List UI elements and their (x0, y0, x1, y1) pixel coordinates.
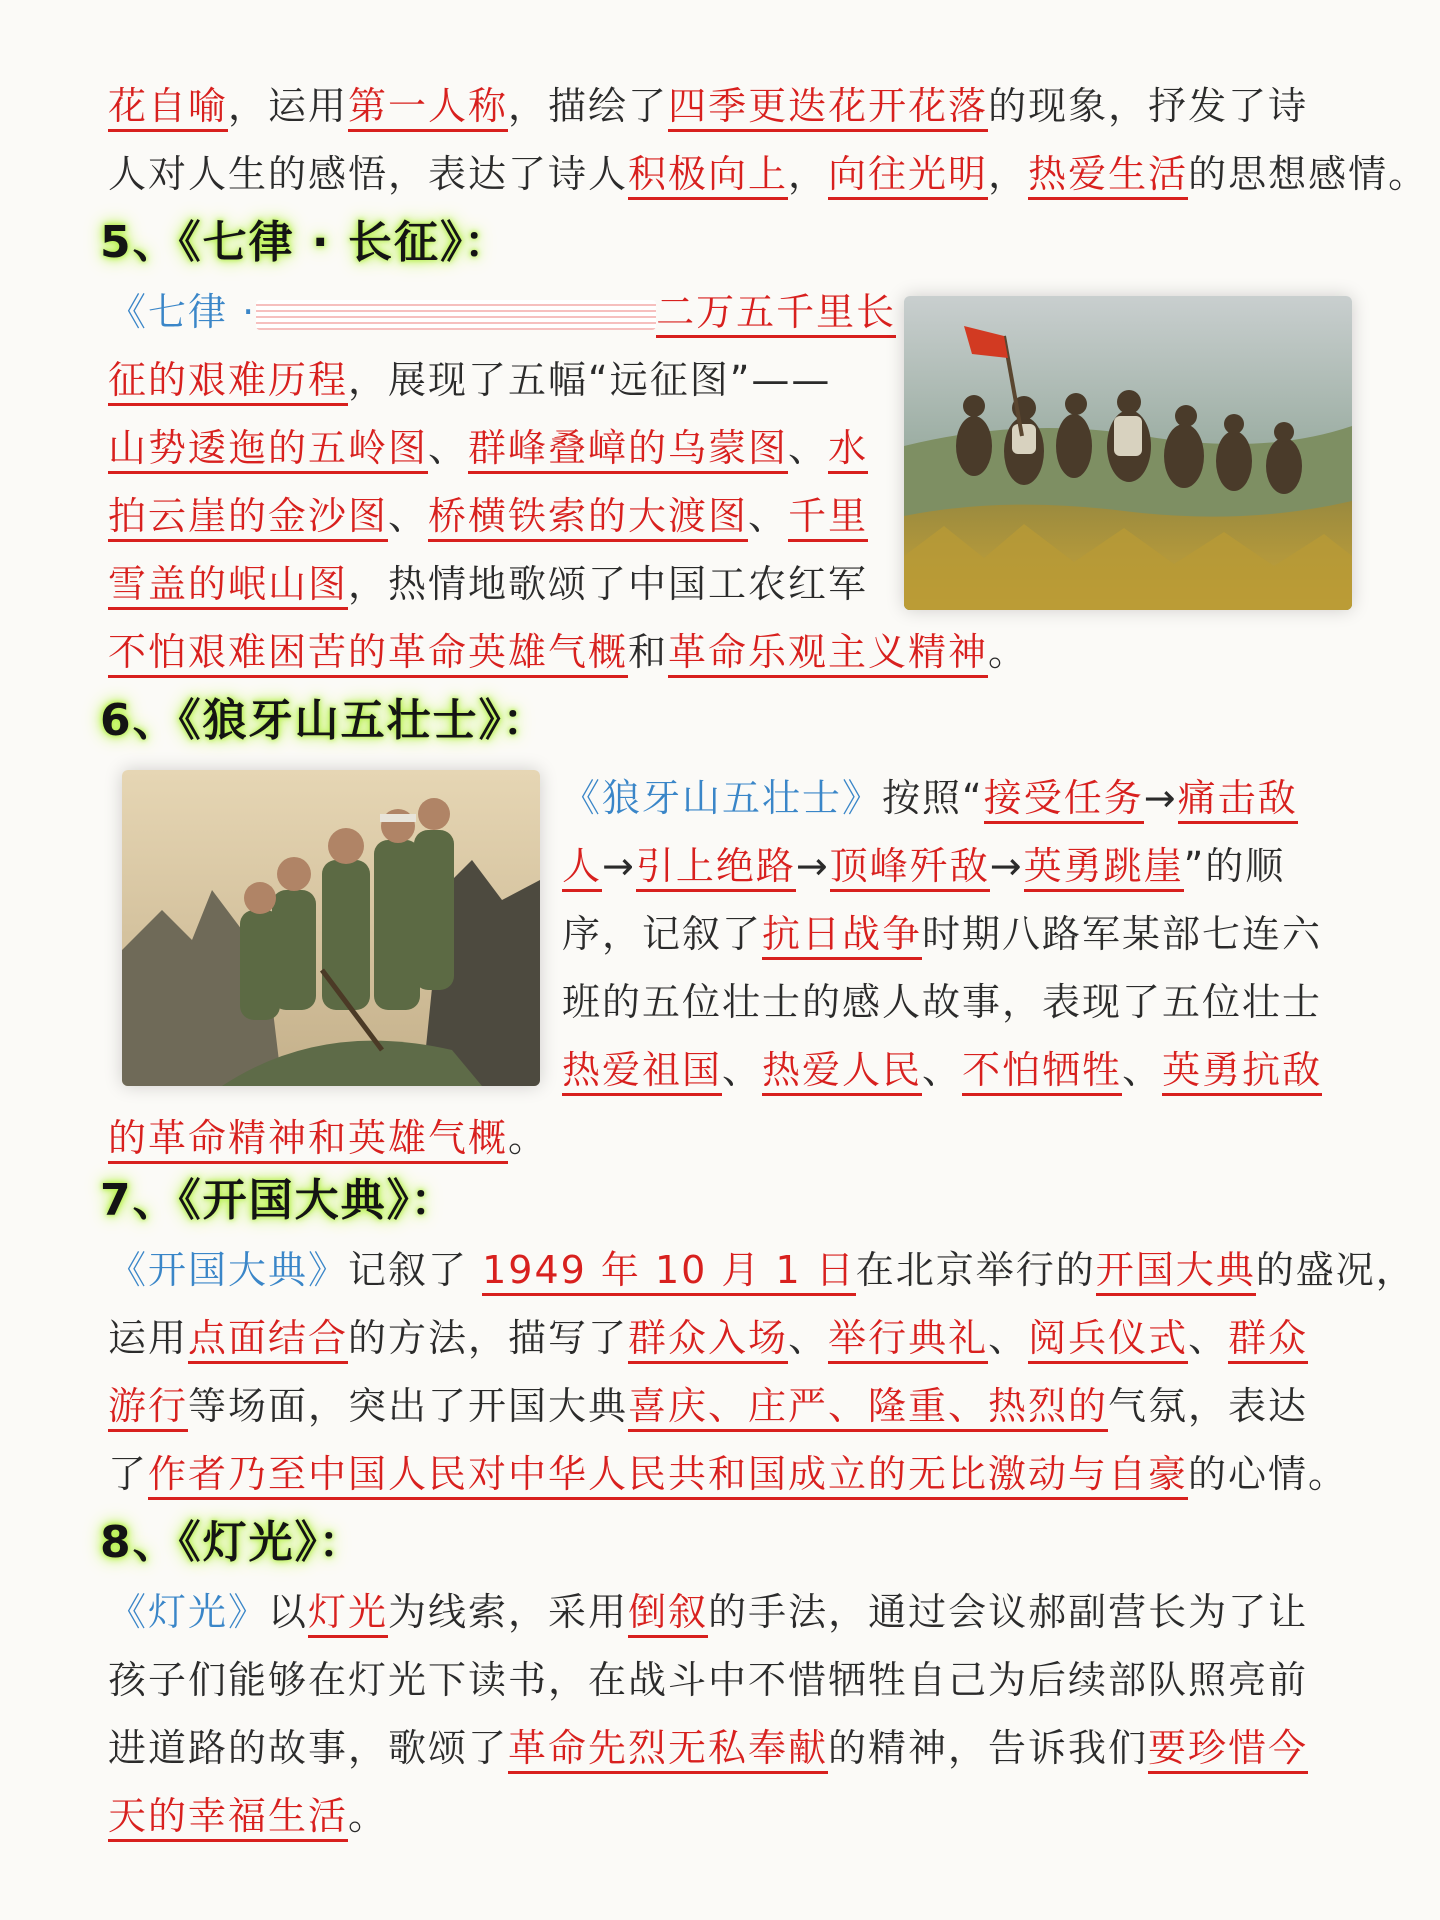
body-text: 、 (988, 1316, 1029, 1360)
highlighted-key-phrase: 向往光明 (828, 152, 988, 200)
body-text: 的方法，描写了 (348, 1316, 629, 1360)
highlighted-key-phrase: 征的艰难历程 (108, 358, 348, 406)
intro-line-1 (108, 72, 1336, 140)
section-8-heading: 8、《灯光》： (100, 1517, 365, 1568)
section-8-line-2 (108, 1646, 1336, 1714)
highlighted-key-phrase: 拍云崖的金沙图 (108, 494, 388, 542)
section-5-heading: 5、《七律 · 长征》： (100, 217, 510, 268)
body-text: 班的五位壮士的感人故事，表现了五位壮士 (562, 980, 1323, 1024)
body-text: 记叙了 (348, 1248, 483, 1292)
highlighted-key-phrase: 1949 年 10 月 1 日 (482, 1248, 856, 1296)
body-text: 为线索，采用 (388, 1590, 629, 1634)
body-text: 气氛，表达 (1108, 1384, 1309, 1428)
body-text: 。 (988, 630, 1029, 674)
body-text: 等场面，突出了开国大典 (188, 1384, 629, 1428)
section-6-line-2 (562, 832, 1342, 900)
highlighted-key-phrase: 游行 (108, 1384, 188, 1432)
body-text: ，热情地歌颂了中国工农红军 (348, 562, 869, 606)
body-text: 、 (428, 426, 469, 470)
highlighted-key-phrase: 群峰叠嶂的乌蒙图 (468, 426, 788, 474)
highlighted-key-phrase: 群众 (1228, 1316, 1308, 1364)
highlighted-key-phrase: 的革命精神和英雄气概 (108, 1116, 508, 1164)
section-5-line-2 (108, 346, 898, 414)
section-7-heading: 7、《开国大典》： (100, 1175, 457, 1226)
body-text: → (989, 844, 1024, 888)
highlighted-key-phrase: 花自喻 (108, 84, 228, 132)
section-5-line-4 (108, 482, 898, 550)
lesson-title-reference: 《开国大典》 (108, 1248, 349, 1292)
highlighted-key-phrase: 不怕艰难困苦的革命英雄气概 (108, 630, 628, 678)
section-6-heading: 6、《狼牙山五壮士》： (100, 695, 549, 746)
highlighted-key-phrase: 热爱人民 (762, 1048, 922, 1096)
body-text: 孩子们能够在灯光下读书，在战斗中不惜牺牲自己为后续部队照亮前 (108, 1658, 1309, 1702)
intro-line-2 (108, 140, 1429, 208)
section-5-line-6 (108, 618, 1336, 686)
body-text: 人对人生的感悟，表达了诗人 (108, 152, 629, 196)
highlighted-key-phrase: 山势逶迤的五岭图 (108, 426, 428, 474)
highlighted-key-phrase: 千里 (788, 494, 868, 542)
highlighted-key-phrase: 群众入场 (628, 1316, 788, 1364)
section-8-line-3 (108, 1714, 1336, 1782)
highlighted-key-phrase: 倒叙 (628, 1590, 708, 1638)
highlighted-key-phrase: 革命先烈无私奉献 (508, 1726, 828, 1774)
section-7-line-2 (108, 1304, 1336, 1372)
highlighted-key-phrase: 顶峰歼敌 (830, 844, 990, 892)
highlighted-key-phrase: 开国大典 (1096, 1248, 1256, 1296)
highlighted-key-phrase: 积极向上 (628, 152, 788, 200)
highlighted-key-phrase: 举行典礼 (828, 1316, 988, 1364)
body-text: 在北京举行的 (855, 1248, 1096, 1292)
highlighted-key-phrase: 引上绝路 (636, 844, 796, 892)
lesson-title-reference: 《狼牙山五壮士》 (562, 776, 883, 820)
highlighted-key-phrase: 英勇跳崖 (1024, 844, 1184, 892)
highlighted-key-phrase: 抗日战争 (762, 912, 922, 960)
body-text: 的思想感情。 (1188, 152, 1429, 196)
highlighted-key-phrase: 雪盖的岷山图 (108, 562, 348, 610)
section-8-line-1 (108, 1578, 1336, 1646)
body-text: 、 (722, 1048, 763, 1092)
section-5-line-1 (108, 278, 898, 346)
section-5-line-5 (108, 550, 898, 618)
highlighted-key-phrase: 英勇抗敌 (1162, 1048, 1322, 1096)
body-text: ，运用 (228, 84, 349, 128)
highlighted-key-phrase: 桥横铁索的大渡图 (428, 494, 748, 542)
body-text: ， (988, 152, 1029, 196)
highlighted-key-phrase: 热爱生活 (1028, 152, 1188, 200)
section-5-line-3 (108, 414, 898, 482)
section-6-line-1 (562, 764, 1342, 832)
section-7-line-1 (108, 1236, 1416, 1304)
section-6-line-6 (108, 1104, 1336, 1172)
section-5-highlight: 二万五千里长 (656, 290, 896, 338)
highlighted-key-phrase: 不怕牺牲 (962, 1048, 1122, 1096)
body-text: 的盛况， (1255, 1248, 1416, 1292)
body-text: ，描绘了 (508, 84, 669, 128)
body-text: 以 (268, 1590, 309, 1634)
highlighted-key-phrase: 革命乐观主义精神 (668, 630, 988, 678)
section-7-line-3 (108, 1372, 1336, 1440)
long-march-painting (904, 296, 1352, 610)
body-text: 运用 (108, 1316, 189, 1360)
body-text: 、 (788, 426, 829, 470)
body-text: 按照“ (882, 776, 984, 820)
obscured-text-strip (256, 300, 656, 330)
body-text: 、 (1122, 1048, 1163, 1092)
highlighted-key-phrase: 四季更迭花开花落 (668, 84, 988, 132)
highlighted-key-phrase: 水 (828, 426, 868, 474)
highlighted-key-phrase: 痛击敌 (1178, 776, 1298, 824)
body-text: → (602, 844, 636, 888)
highlighted-key-phrase: 要珍惜今 (1148, 1726, 1308, 1774)
five-heroes-painting (122, 770, 540, 1086)
body-text: 了 (108, 1452, 149, 1496)
body-text: 。 (508, 1116, 549, 1160)
body-text: 的心情。 (1188, 1452, 1349, 1496)
section-7-line-4 (108, 1440, 1349, 1508)
body-text: 、 (922, 1048, 963, 1092)
highlighted-key-phrase: 人 (562, 844, 602, 892)
body-text: → (1143, 776, 1178, 820)
section-6-line-4 (562, 968, 1342, 1036)
body-text: 。 (348, 1794, 389, 1838)
highlighted-key-phrase: 灯光 (308, 1590, 388, 1638)
highlighted-key-phrase: 热爱祖国 (562, 1048, 722, 1096)
highlighted-key-phrase: 天的幸福生活 (108, 1794, 348, 1842)
body-text: 的现象，抒发了诗 (988, 84, 1309, 128)
body-text: ， (788, 152, 829, 196)
body-text: 的手法，通过会议郝副营长为了让 (708, 1590, 1309, 1634)
body-text: 、 (748, 494, 789, 538)
body-text: 时期八路军某部七连六 (922, 912, 1323, 956)
section-8-line-4 (108, 1782, 1336, 1850)
body-text: 、 (788, 1316, 829, 1360)
body-text: 进道路的故事，歌颂了 (108, 1726, 509, 1770)
body-text: → (795, 844, 830, 888)
body-text: ”的顺 (1183, 844, 1286, 888)
section-6-line-3 (562, 900, 1342, 968)
section-6-line-5 (562, 1036, 1342, 1104)
highlighted-key-phrase: 第一人称 (348, 84, 508, 132)
highlighted-key-phrase: 阅兵仪式 (1028, 1316, 1188, 1364)
body-text: ，展现了五幅“远征图”—— (348, 358, 832, 402)
body-text: 、 (388, 494, 429, 538)
highlighted-key-phrase: 接受任务 (984, 776, 1144, 824)
body-text: 和 (628, 630, 669, 674)
lesson-title-reference: 《灯光》 (108, 1590, 269, 1634)
highlighted-key-phrase: 喜庆、庄严、隆重、热烈的 (628, 1384, 1108, 1432)
body-text: 、 (1188, 1316, 1229, 1360)
section-5-title-ref: 《七律 · (108, 290, 257, 334)
highlighted-key-phrase: 作者乃至中国人民对中华人民共和国成立的无比激动与自豪 (148, 1452, 1188, 1500)
body-text: 序，记叙了 (562, 912, 763, 956)
body-text: 的精神，告诉我们 (828, 1726, 1149, 1770)
highlighted-key-phrase: 点面结合 (188, 1316, 348, 1364)
